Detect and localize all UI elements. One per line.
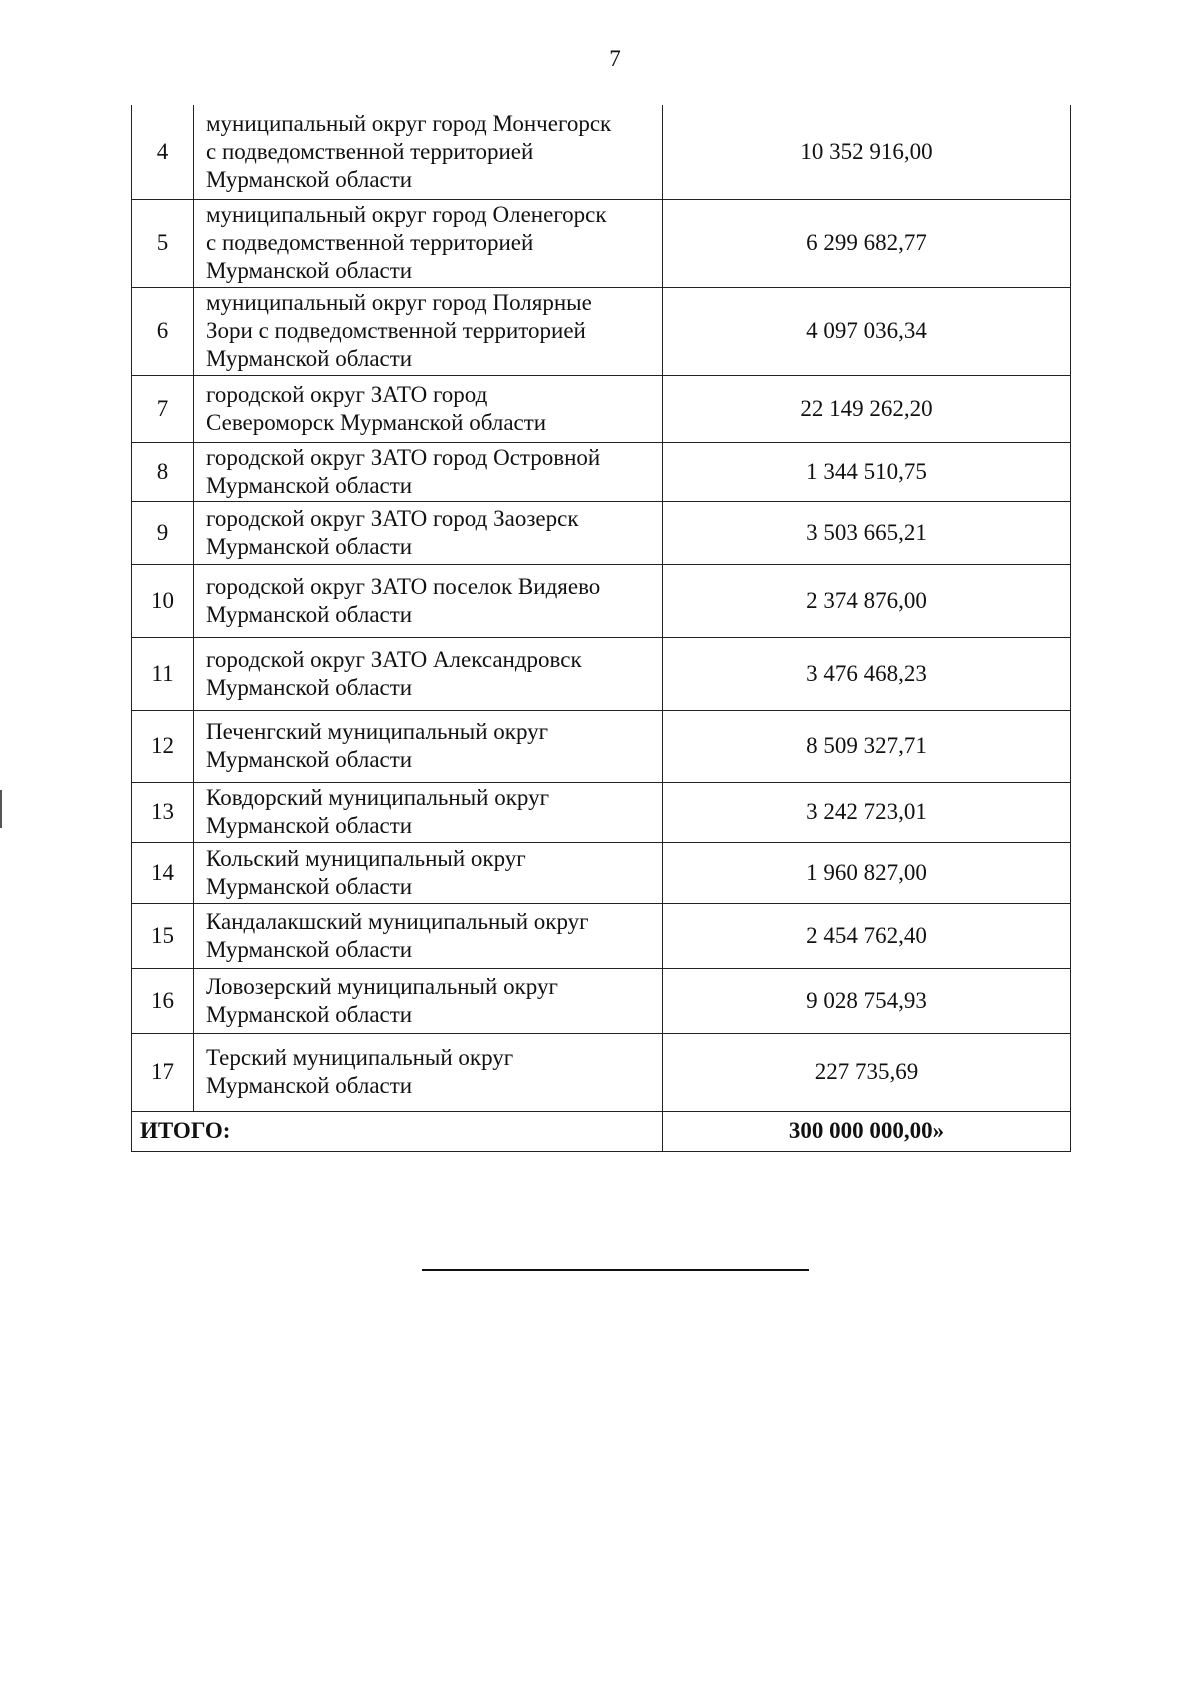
table-row xyxy=(132,105,1071,199)
amount-cell: 2 374 876,00 xyxy=(663,564,1071,637)
municipality-name-line: Мурманской области xyxy=(206,166,413,192)
amount-cell: 3 242 723,01 xyxy=(663,782,1071,842)
municipality-name-line: Терский муниципальный округ xyxy=(206,1045,514,1070)
municipality-name-line: Зори с подведомственной территорией xyxy=(206,318,586,343)
row-number: 6 xyxy=(132,287,194,375)
municipality-name xyxy=(194,501,663,564)
municipality-name-line: Ловозерский муниципальный округ xyxy=(206,973,558,999)
row-number: 8 xyxy=(132,442,194,501)
table-row xyxy=(132,199,1071,287)
row-number: 13 xyxy=(132,782,194,842)
municipality-name-line: Североморск Мурманской области xyxy=(206,409,547,435)
municipality-name-line: муниципальный округ город Оленегорск xyxy=(206,202,607,227)
page-number: 7 xyxy=(609,46,621,71)
row-number: 16 xyxy=(132,968,194,1033)
table-row xyxy=(132,442,1071,501)
end-of-document-rule xyxy=(422,1269,809,1271)
municipality-name xyxy=(194,105,663,199)
table-row xyxy=(132,710,1071,782)
row-number: 15 xyxy=(132,903,194,968)
table-row xyxy=(132,782,1071,842)
table-row xyxy=(132,637,1071,710)
municipality-name-line: городской округ ЗАТО поселок Видяево xyxy=(206,573,601,599)
municipality-name-line: городской округ ЗАТО город Заозерск xyxy=(206,505,579,531)
municipality-name xyxy=(194,710,663,782)
amount-cell: 22 149 262,20 xyxy=(663,375,1071,442)
municipality-name xyxy=(194,442,663,501)
municipality-name xyxy=(194,287,663,375)
amount-cell: 2 454 762,40 xyxy=(663,903,1071,968)
table-row xyxy=(132,903,1071,968)
row-number: 4 xyxy=(132,105,194,199)
municipality-name xyxy=(194,1033,663,1111)
table-row xyxy=(132,842,1071,903)
table-row xyxy=(132,375,1071,442)
municipality-name-line: Ковдорский муниципальный округ xyxy=(206,785,550,810)
table-row xyxy=(132,968,1071,1033)
municipality-name-line: городской округ ЗАТО Александровск xyxy=(206,646,582,672)
municipality-name-line: Кандалакшский муниципальный округ xyxy=(206,908,589,934)
municipality-name-line: Мурманской области xyxy=(206,936,413,962)
municipality-name-line: городской округ ЗАТО город Островной xyxy=(206,444,601,470)
municipality-name-line: городской округ ЗАТО город xyxy=(206,381,488,407)
row-number: 9 xyxy=(132,501,194,564)
allocation-table xyxy=(131,105,1071,1152)
total-label: ИТОГО: xyxy=(132,1111,663,1151)
table-row xyxy=(132,564,1071,637)
total-amount: 300 000 000,00» xyxy=(663,1111,1071,1151)
amount-cell: 227 735,69 xyxy=(663,1033,1071,1111)
municipality-name xyxy=(194,564,663,637)
amount-cell: 9 028 754,93 xyxy=(663,968,1071,1033)
table-row xyxy=(132,501,1071,564)
margin-scan-mark xyxy=(0,790,2,828)
amount-cell: 3 503 665,21 xyxy=(663,501,1071,564)
table-row xyxy=(132,287,1071,375)
municipality-name-line: Мурманской области xyxy=(206,1073,413,1098)
municipality-name xyxy=(194,968,663,1033)
row-number: 10 xyxy=(132,564,194,637)
municipality-name-line: с подведомственной территорией xyxy=(206,138,534,164)
amount-cell: 1 344 510,75 xyxy=(663,442,1071,501)
municipality-name-line: с подведомственной территорией xyxy=(206,230,534,255)
row-number: 7 xyxy=(132,375,194,442)
municipality-name-line: Мурманской области xyxy=(206,1001,413,1027)
row-number: 11 xyxy=(132,637,194,710)
total-row xyxy=(132,1111,1071,1151)
municipality-name-line: Мурманской области xyxy=(206,533,413,559)
table-row xyxy=(132,1033,1071,1111)
amount-cell: 10 352 916,00 xyxy=(663,105,1071,199)
amount-cell: 6 299 682,77 xyxy=(663,199,1071,287)
amount-cell: 1 960 827,00 xyxy=(663,842,1071,903)
amount-cell: 3 476 468,23 xyxy=(663,637,1071,710)
amount-cell: 4 097 036,34 xyxy=(663,287,1071,375)
municipality-name-line: Мурманской области xyxy=(206,873,413,899)
municipality-name xyxy=(194,199,663,287)
municipality-name-line: Мурманской области xyxy=(206,747,413,772)
municipality-name xyxy=(194,903,663,968)
municipality-name xyxy=(194,637,663,710)
municipality-name-line: Мурманской области xyxy=(206,674,413,700)
municipality-name xyxy=(194,782,663,842)
row-number: 5 xyxy=(132,199,194,287)
municipality-name-line: Мурманской области xyxy=(206,601,413,627)
municipality-name xyxy=(194,375,663,442)
municipality-name-line: Кольский муниципальный округ xyxy=(206,845,526,871)
allocation-table-body xyxy=(132,105,1071,1151)
amount-cell: 8 509 327,71 xyxy=(663,710,1071,782)
municipality-name-line: муниципальный округ город Полярные xyxy=(206,290,592,315)
row-number: 14 xyxy=(132,842,194,903)
municipality-name-line: Мурманской области xyxy=(206,258,413,283)
row-number: 12 xyxy=(132,710,194,782)
municipality-name-line: Мурманской области xyxy=(206,813,413,838)
municipality-name-line: Мурманской области xyxy=(206,472,413,498)
municipality-name-line: муниципальный округ город Мончегорск xyxy=(206,110,612,136)
municipality-name xyxy=(194,842,663,903)
municipality-name-line: Печенгский муниципальный округ xyxy=(206,719,549,744)
municipality-name-line: Мурманской области xyxy=(206,346,413,371)
row-number: 17 xyxy=(132,1033,194,1111)
